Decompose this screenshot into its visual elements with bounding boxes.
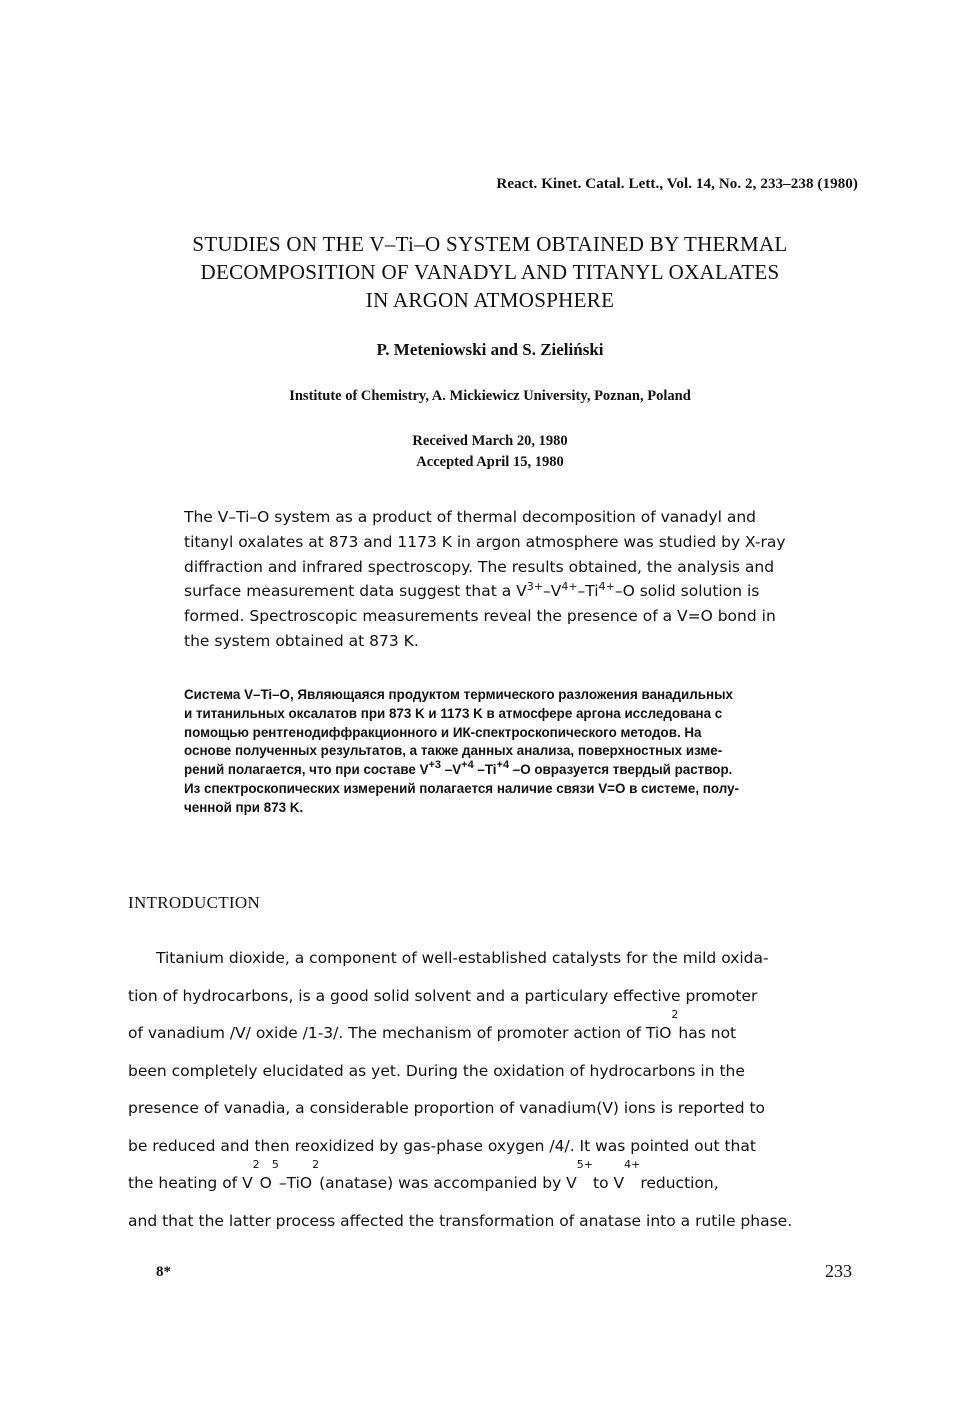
abstract-line: основе полученных результатов, а также данных анализа, поверхностных изме- bbox=[184, 743, 723, 759]
introduction-body bbox=[128, 940, 858, 1240]
text: –TiO bbox=[278, 1174, 313, 1192]
abstract-line: the system obtained at 873 K. bbox=[184, 631, 419, 650]
text: presence of vanadia, a considerable proportion of vanadium(V) ions is reported to bbox=[128, 1099, 766, 1117]
superscript: 4+ bbox=[624, 1158, 641, 1171]
abstract-line: и титанильных оксалатов при 873 K и 1173 K в атмосфере аргона исследована с bbox=[184, 705, 723, 721]
body-line bbox=[128, 1053, 858, 1091]
abstract-line bbox=[184, 579, 844, 604]
text: рений полагается, что при составе V bbox=[184, 762, 429, 778]
subscript: 2 bbox=[252, 1158, 260, 1171]
superscript: 4+ bbox=[598, 580, 615, 594]
text: be reduced and then reoxidized by gas-phase oxygen /4/. It was pointed out that bbox=[128, 1136, 756, 1155]
authors: P. Meteniowski and S. Zieliński bbox=[376, 340, 604, 359]
signature-mark: 8* bbox=[156, 1264, 171, 1280]
abstract-line: ченной при 873 K. bbox=[184, 799, 304, 815]
text: –V bbox=[441, 762, 462, 778]
abstract-russian bbox=[184, 686, 849, 818]
text: the heating of V bbox=[128, 1174, 253, 1192]
body-line bbox=[128, 1203, 858, 1241]
text: –O овразуется твердый раствор. bbox=[509, 762, 733, 778]
superscript: 5+ bbox=[576, 1158, 593, 1171]
text: and that the latter process affected the transformation of anatase into a rutile phase. bbox=[128, 1211, 793, 1230]
abstract-line: formed. Spectroscopic measurements reveal the presence of a V=O bond in bbox=[184, 607, 776, 626]
submission-dates bbox=[110, 431, 870, 473]
abstract-line: titanyl oxalates at 873 and 1173 K in argon atmosphere was studied by X-ray bbox=[184, 532, 786, 551]
superscript: +3 bbox=[428, 759, 442, 772]
text: –Ti bbox=[577, 582, 599, 601]
subscript: 2 bbox=[671, 1008, 679, 1021]
text: to V bbox=[593, 1174, 625, 1192]
title-line: IN ARGON ATMOSPHERE bbox=[365, 288, 615, 312]
journal-citation: React. Kinet. Catal. Lett., Vol. 14, No. 2, 233–238 (1980) bbox=[496, 176, 858, 192]
subscript: 5 bbox=[271, 1158, 279, 1171]
superscript: 3+ bbox=[526, 580, 543, 594]
received-date: Received March 20, 1980 bbox=[412, 433, 568, 449]
superscript: +4 bbox=[496, 759, 510, 772]
accepted-date: Accepted April 15, 1980 bbox=[416, 454, 564, 470]
text: O bbox=[259, 1174, 272, 1192]
superscript: +4 bbox=[461, 759, 474, 772]
body-line bbox=[128, 1128, 858, 1166]
text: –V bbox=[542, 582, 562, 601]
abstract-line: Из спектроскопических измерений полагается наличие связи V=O в системе, полу- bbox=[184, 780, 739, 796]
body-line bbox=[128, 1008, 858, 1053]
abstract-line: diffraction and infrared spectroscopy. The results obtained, the analysis and bbox=[184, 557, 775, 576]
text: Titanium dioxide, a component of well-established catalysts for the mild oxida- bbox=[156, 949, 769, 967]
section-heading: INTRODUCTION bbox=[128, 893, 261, 912]
text: reduction, bbox=[640, 1174, 719, 1192]
text: (anatase) was accompanied by V bbox=[319, 1174, 577, 1192]
text: surface measurement data suggest that a V bbox=[184, 582, 527, 601]
text: –Ti bbox=[473, 762, 497, 778]
abstract-line bbox=[184, 761, 849, 780]
text: been completely elucidated as yet. During the oxidation of hydrocarbons in the bbox=[128, 1061, 745, 1080]
text: tion of hydrocarbons, is a good solid solvent and a particulary effective promoter bbox=[128, 986, 758, 1005]
abstract-english bbox=[184, 505, 844, 654]
body-line bbox=[128, 1090, 858, 1128]
page-number: 233 bbox=[825, 1261, 852, 1281]
article-title bbox=[110, 230, 870, 314]
superscript: 4+ bbox=[561, 580, 578, 594]
body-line bbox=[128, 978, 858, 1016]
text: of vanadium /V/ oxide /1-3/. The mechanism of promoter action of TiO bbox=[128, 1024, 672, 1042]
title-line: STUDIES ON THE V–Ti–O SYSTEM OBTAINED BY THERMAL bbox=[192, 232, 788, 256]
body-line bbox=[128, 1158, 858, 1203]
subscript: 2 bbox=[312, 1158, 320, 1171]
abstract-line: помощью рентгенодиффракционного и ИК-спектроскопического методов. На bbox=[184, 724, 702, 740]
text: –O solid solution is bbox=[614, 582, 760, 601]
text: has not bbox=[678, 1024, 737, 1042]
body-line bbox=[128, 940, 858, 978]
affiliation: Institute of Chemistry, A. Mickiewicz University, Poznan, Poland bbox=[289, 388, 691, 404]
title-line: DECOMPOSITION OF VANADYL AND TITANYL OXALATES bbox=[200, 260, 780, 284]
abstract-line: Система V–Ti–O, Являющаяся продуктом термического разложения ванадильных bbox=[184, 687, 733, 702]
abstract-line: The V–Ti–O system as a product of thermal decomposition of vanadyl and bbox=[184, 508, 757, 526]
